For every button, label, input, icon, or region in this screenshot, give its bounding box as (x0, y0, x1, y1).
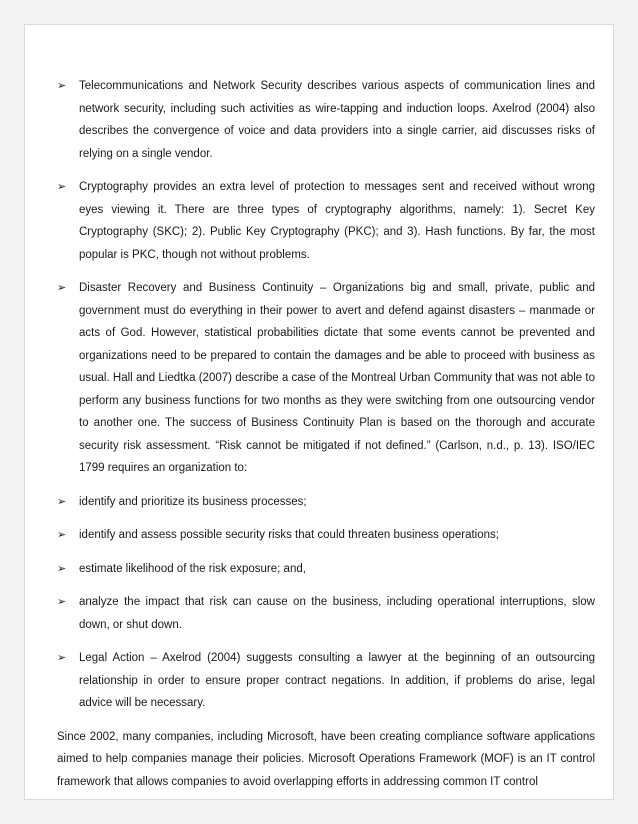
arrow-bullet-icon: ➢ (57, 651, 67, 664)
document-body (57, 75, 595, 793)
list-item (57, 524, 595, 547)
arrow-bullet-icon: ➢ (57, 180, 67, 193)
list-item (57, 558, 595, 581)
list-item (57, 647, 595, 715)
list-item-text: Legal Action – Axelrod (2004) suggests consulting a lawyer at the beginning of an outsourcing relationship in order to ensure proper contract negations. In addition, if problems do arise, legal advice will be necessary. (79, 652, 595, 709)
list-item (57, 176, 595, 266)
list-item (57, 591, 595, 636)
list-item-text: estimate likelihood of the risk exposure; and, (79, 562, 306, 575)
list-item-text: Disaster Recovery and Business Continuity – Organizations big and small, private, public and government must do everything in their power to avert and defend against disasters – manmade or acts of God. However, statistical probabilities dictate that some events cannot be prevented and organizations need to be prepared to contain the damages and be able to proceed with business as usual. Hall and Liedtka (2007) describe a case of the Montreal Urban Community that was not able to perform any business functions for two months as they were switching from one outsourcing vendor to another one. The success of Business Continuity Plan is based on the thorough and accurate security risk assessment. “Risk cannot be mitigated if not defined.” (Carlson, n.d., p. 13). ISO/IEC 1799 requires an organization to: (79, 282, 595, 474)
document-page (24, 24, 614, 800)
arrow-bullet-icon: ➢ (57, 281, 67, 294)
list-item-text: identify and prioritize its business processes; (79, 495, 307, 508)
list-item (57, 491, 595, 514)
closing-paragraph: Since 2002, many companies, including Microsoft, have been creating compliance software applications aimed to help companies manage their policies. Microsoft Operations Framework (MOF) is an IT control framework that allows companies to avoid overlapping efforts in addressing common IT control (57, 730, 595, 788)
list-item (57, 75, 595, 165)
list-item (57, 277, 595, 480)
list-item-text: Cryptography provides an extra level of protection to messages sent and received without wrong eyes viewing it. There are three types of cryptography algorithms, namely: 1). Secret Key Cryptography (SKC); 2). Public Key Cryptography (PKC); and 3). Hash functions. By far, the most popular is PKC, though not without problems. (79, 181, 595, 261)
list-item-text: identify and assess possible security risks that could threaten business operations; (79, 529, 499, 541)
list-item-text: analyze the impact that risk can cause on the business, including operational interruptions, slow down, or shut down. (79, 596, 595, 631)
arrow-bullet-icon: ➢ (57, 494, 67, 508)
arrow-bullet-icon: ➢ (57, 561, 67, 575)
list-item-text: Telecommunications and Network Security describes various aspects of communication lines and network security, including such activities as wire-tapping and induction loops. Axelrod (2004) also describes the convergence of voice and data providers into a single carrier, aid discusses risks of relying on a single vendor. (79, 80, 595, 160)
arrow-bullet-icon: ➢ (57, 528, 67, 541)
arrow-bullet-icon: ➢ (57, 79, 67, 92)
arrow-bullet-icon: ➢ (57, 595, 67, 608)
